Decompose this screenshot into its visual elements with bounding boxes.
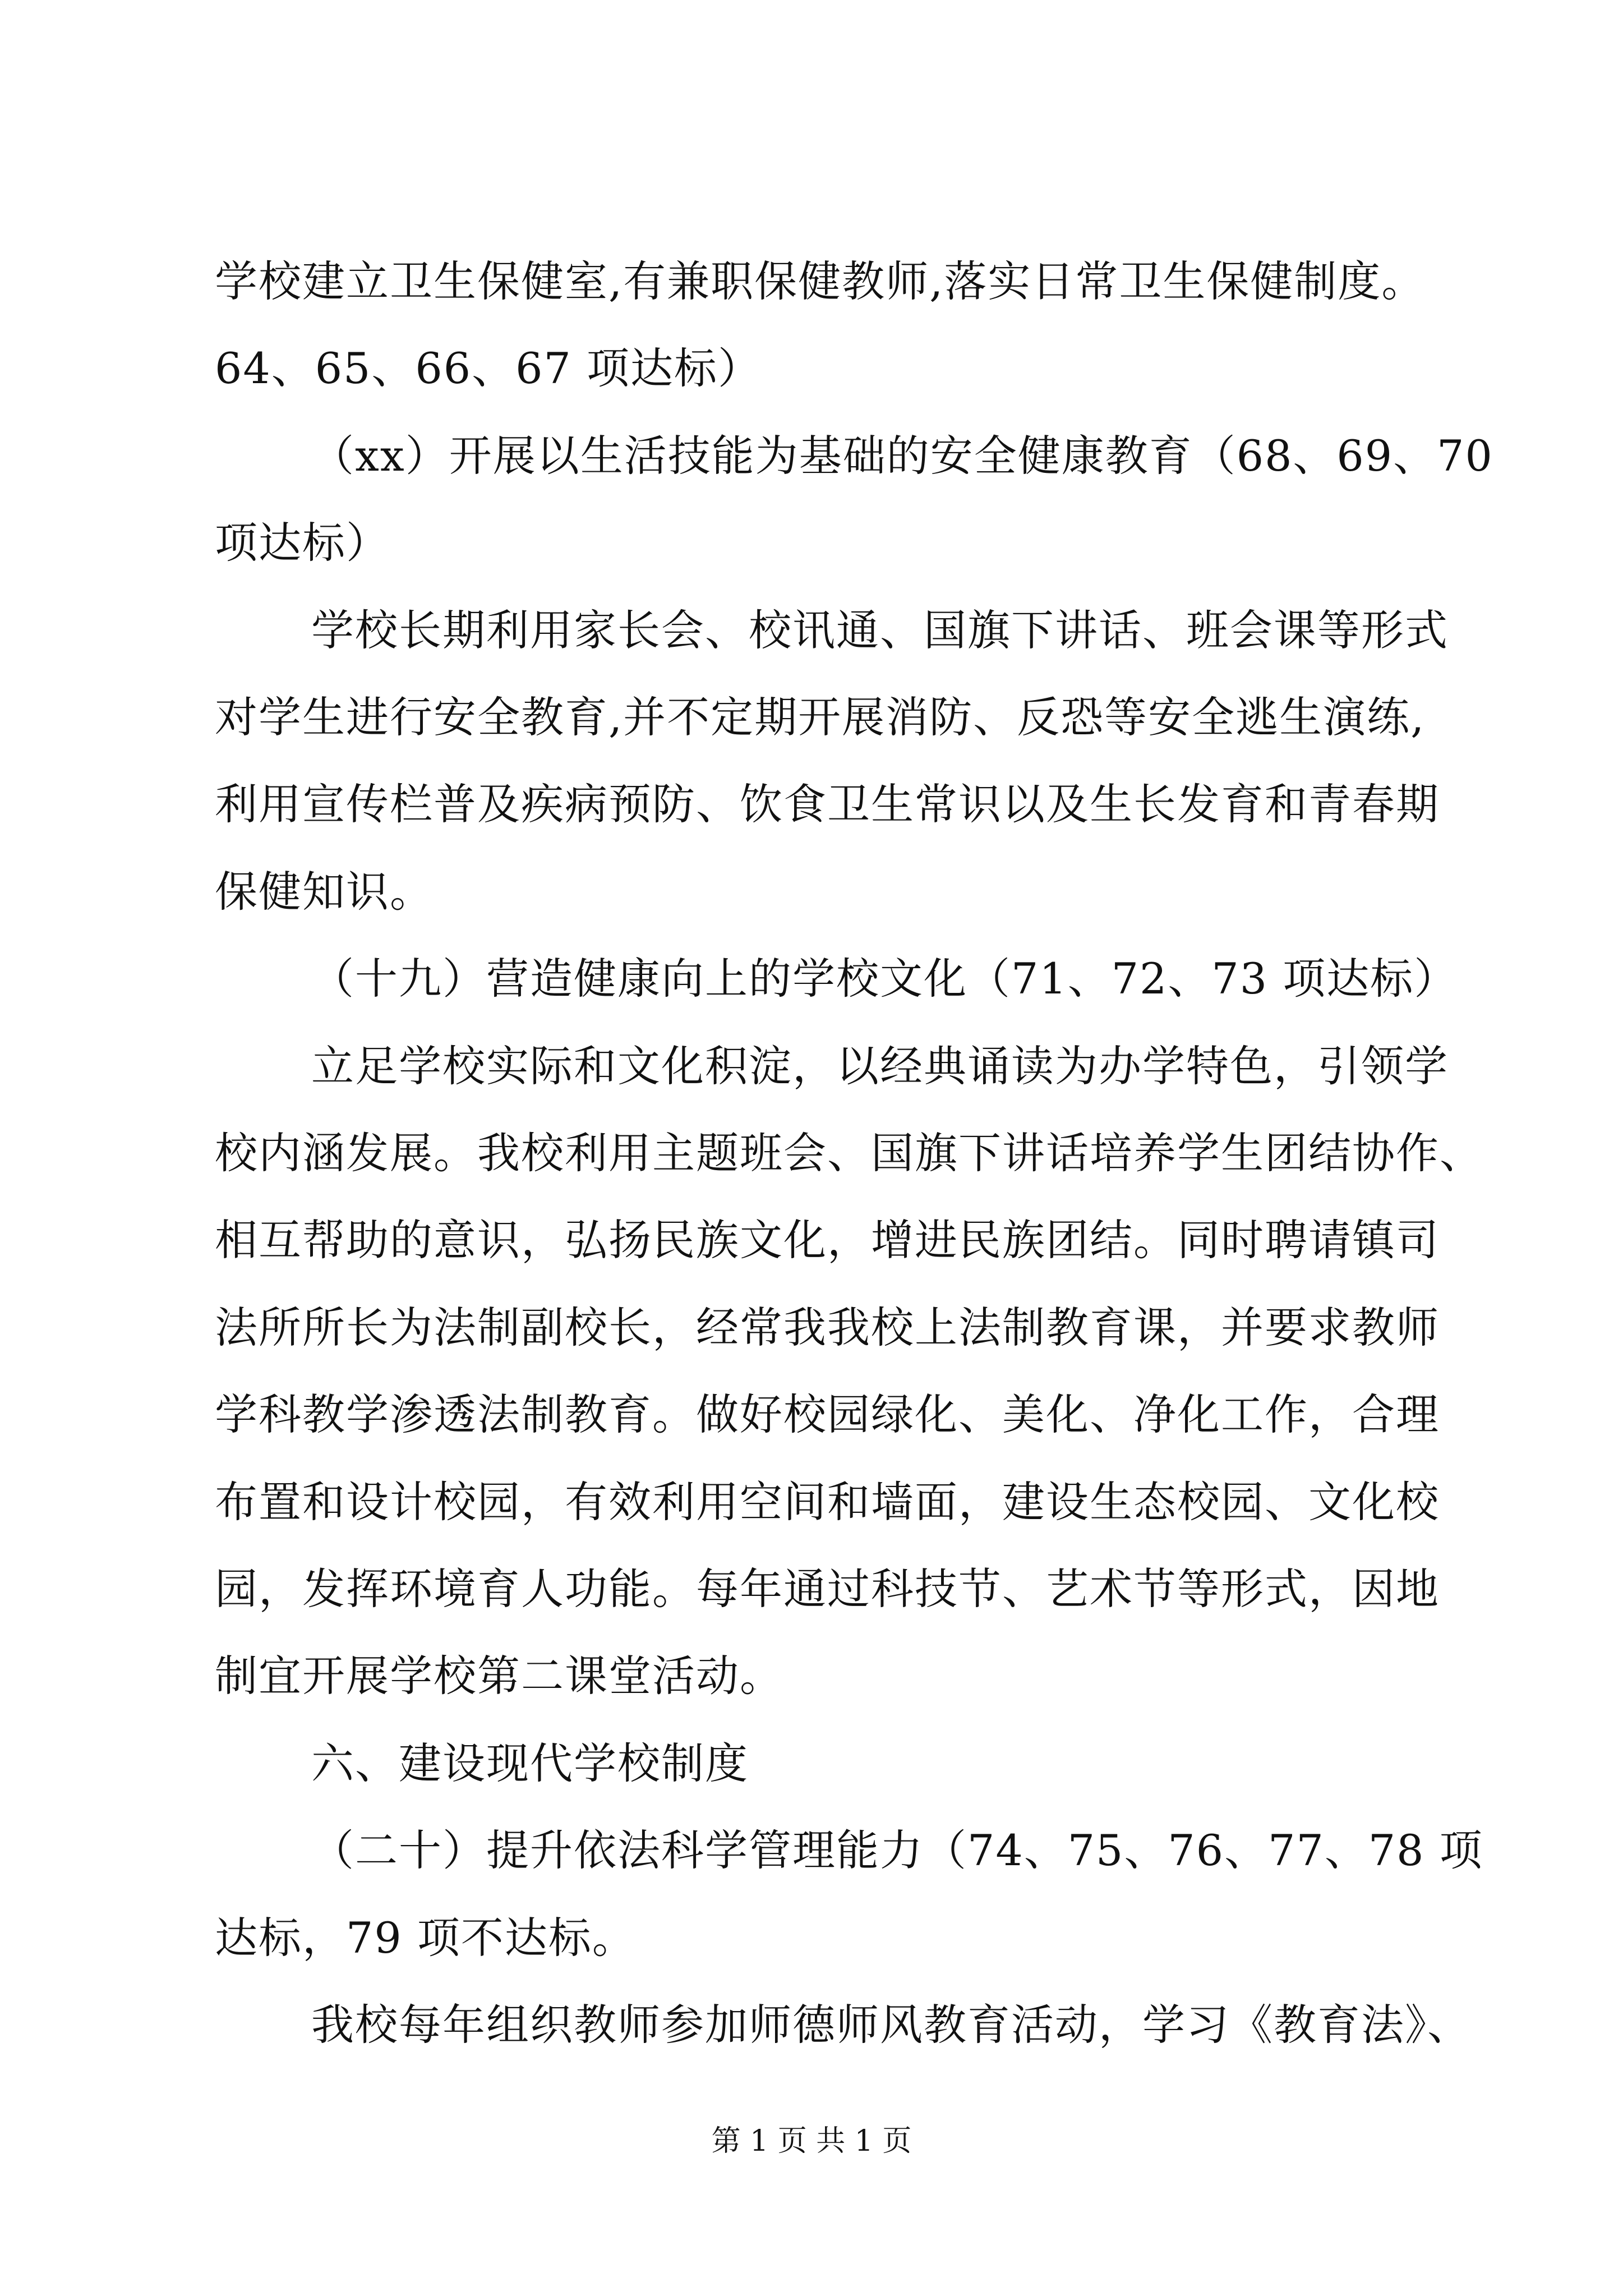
text-line: 学校长期利用家长会、校讯通、国旗下讲话、班会课等形式 xyxy=(311,605,1449,655)
text-line: 制宜开展学校第二课堂活动。 xyxy=(215,1651,783,1701)
text-line: 项达标） xyxy=(215,518,390,568)
text-line: 布置和设计校园，有效利用空间和墙面，建设生态校园、文化校 xyxy=(215,1477,1440,1527)
text-line: 64、65、66、67 项达标） xyxy=(215,343,762,393)
text-line: 对学生进行安全教育,并不定期开展消防、反恐等安全逃生演练, xyxy=(215,692,1426,742)
text-line: 园，发挥环境育人功能。每年通过科技节、艺术节等形式，因地 xyxy=(215,1564,1440,1614)
text-line: 保健知识。 xyxy=(215,867,434,917)
text-line: 校内涵发展。我校利用主题班会、国旗下讲话培养学生团结协作、 xyxy=(215,1128,1483,1178)
text-line: （十九）营造健康向上的学校文化（71、72、73 项达标） xyxy=(311,954,1458,1004)
text-line: 利用宣传栏普及疾病预防、饮食卫生常识以及生长发育和青春期 xyxy=(215,779,1440,829)
text-line: 相互帮助的意识，弘扬民族文化，增进民族团结。同时聘请镇司 xyxy=(215,1215,1440,1265)
text-line: 学校建立卫生保健室,有兼职保健教师,落实日常卫生保健制度。 xyxy=(215,256,1426,306)
text-line: 我校每年组织教师参加师德师风教育活动，学习《教育法》、 xyxy=(311,2000,1471,2050)
text-line: 法所所长为法制副校长，经常我我校上法制教育课，并要求教师 xyxy=(215,1303,1440,1352)
text-line: （xx）开展以生活技能为基础的安全健康教育（68、69、70 xyxy=(311,431,1493,481)
text-line: 立足学校实际和文化积淀，以经典诵读为办学特色，引领学 xyxy=(311,1041,1449,1091)
page-footer: 第 1 页 共 1 页 xyxy=(711,2124,912,2158)
text-line: （二十）提升依法科学管理能力（74、75、76、77、78 项 xyxy=(311,1825,1483,1875)
text-line: 学科教学渗透法制教育。做好校园绿化、美化、净化工作，合理 xyxy=(215,1389,1440,1439)
text-line: 达标，79 项不达标。 xyxy=(215,1913,636,1963)
section-heading: 六、建设现代学校制度 xyxy=(311,1738,749,1788)
